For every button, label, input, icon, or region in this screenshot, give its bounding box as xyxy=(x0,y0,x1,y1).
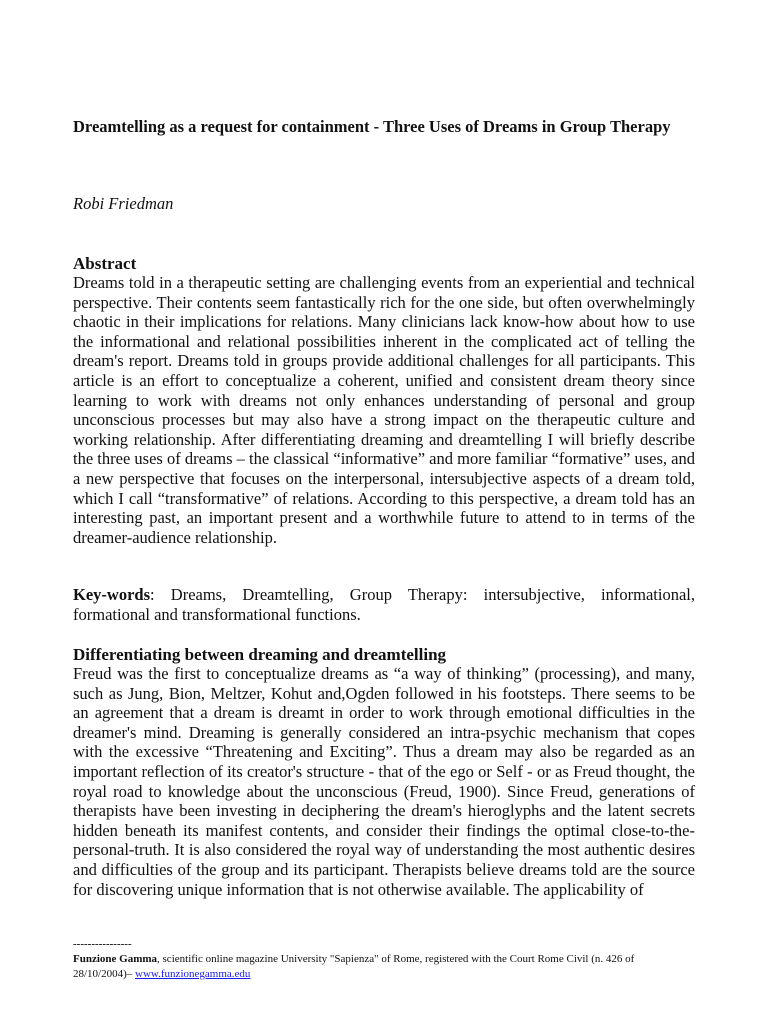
footnote-rule: ---------------- xyxy=(73,938,132,950)
section-text-differentiating: Freud was the first to conceptualize dreams as “a way of thinking” (processing), and many, such as Jung, Bion, Meltzer, Kohut and,Ogden followed in his footsteps. There seems to be an agreement that a dream is dreamt in order to work through emotional difficulties in the dreamer's mind. Dreaming is generally considered an intra-psychic mechanism that copes with the excessive “Threatening and Exciting”. Thus a dream may also be regarded as an important reflection of its creator's structure - that of the ego or Self - or as Freud thought, the royal road to knowledge about the unconscious (Freud, 1900). Since Freud, generations of therapists have been investing in deciphering the dream's hieroglyphs and the latent secrets hidden beneath its manifest contents, and consider their findings the optimal close-to-the-personal-truth. It is also considered the royal way of understanding the most authentic desires and difficulties of the group and its participant. Therapists believe dreams told are the source for discovering unique information that is not otherwise available. The applicability of xyxy=(73,664,695,899)
section-heading-differentiating: Differentiating between dreaming and dreamtelling xyxy=(73,645,447,664)
keywords-paragraph xyxy=(73,585,695,624)
keywords-label: Key-words xyxy=(73,585,150,604)
magazine-link[interactable]: www.funzionegamma.edu xyxy=(135,968,251,980)
keywords-text: : Dreams, Dreamtelling, Group Therapy: intersubjective, informational, formational and transformational functions. xyxy=(73,585,695,624)
author-name: Robi Friedman xyxy=(73,194,174,213)
footnote-description: , scientific online magazine University "Sapienza" of Rome, registered with the Court Rome Civil (n. 426 of 28/10/2004)– xyxy=(73,953,635,980)
magazine-name: Funzione Gamma xyxy=(73,953,158,965)
footnote xyxy=(73,937,695,982)
abstract-heading: Abstract xyxy=(73,254,137,273)
abstract-text: Dreams told in a therapeutic setting are challenging events from an experiential and technical perspective. Their contents seem fantastically rich for the one side, but often overwhelmingly chaotic in their implications for relations. Many clinicians lack know-how about how to use the informational and relational possibilities inherent in the complicated act of telling the dream's report. Dreams told in groups provide additional challenges for all participants. This article is an effort to conceptualize a coherent, unified and consistent dream theory since learning to work with dreams not only enhances understanding of personal and group unconscious processes but may also have a strong impact on the therapeutic culture and working relationship. After differentiating dreaming and dreamtelling I will briefly describe the three uses of dreams – the classical “informative” and more familiar “formative” uses, and a new perspective that focuses on the interpersonal, intersubjective aspects of a dream told, which I call “transformative” of relations. According to this perspective, a dream told has an interesting past, an important present and a worthwhile future to attend to in terms of the dreamer-audience relationship. xyxy=(73,273,695,547)
paper-title: Dreamtelling as a request for containment - Three Uses of Dreams in Group Therapy xyxy=(73,117,671,136)
footnote-text xyxy=(73,952,695,982)
